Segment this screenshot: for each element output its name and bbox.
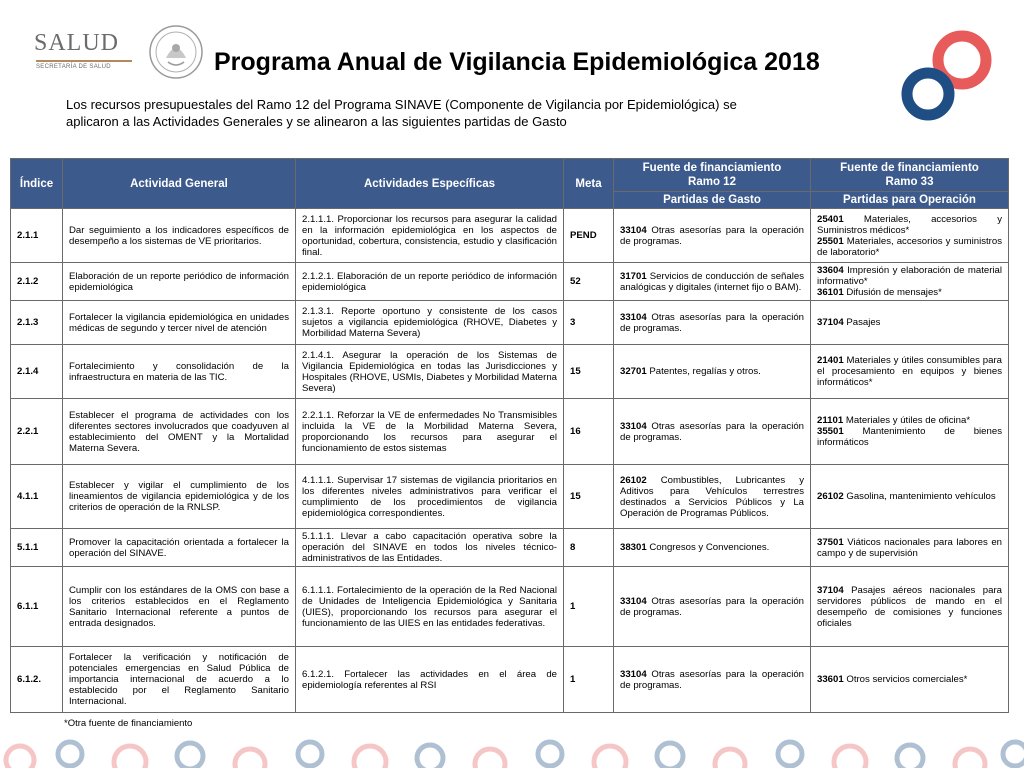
table-row [11, 301, 1009, 345]
partida-text: Mantenimiento de bienes informáticos [817, 426, 1002, 448]
partida-text: Otros servicios comerciales* [843, 674, 968, 685]
cell-partida-gasto [614, 529, 811, 567]
cell-actividad-general: Fortalecer la verificación y notificación de potenciales emergencias en Salud Pública de importancia internacional de acuerdo a lo establecido por el Reglamento Sanitario Internacional. [63, 647, 296, 713]
partida-item [817, 265, 1002, 287]
cell-meta: 1 [564, 647, 614, 713]
table-row [11, 263, 1009, 301]
cell-actividad-especifica: 5.1.1.1. Llevar a cabo capacitación operativa sobre la operación del SINAVE en todos los niveles técnico-administrativos de las Entidades. [296, 529, 564, 567]
partida-text: Impresión y elaboración de material informativo* [817, 265, 1002, 287]
partida-text: Patentes, regalías y otros. [646, 366, 761, 377]
partida-item [620, 475, 804, 519]
partida-item [620, 596, 804, 618]
partida-item [817, 674, 1002, 685]
partida-code: 33104 [620, 224, 647, 236]
partida-item [620, 271, 804, 293]
partida-item [620, 542, 804, 553]
cell-meta: 8 [564, 529, 614, 567]
cell-partida-gasto [614, 465, 811, 529]
partida-item [817, 317, 1002, 328]
table-row [11, 647, 1009, 713]
table-row [11, 465, 1009, 529]
partida-item [620, 312, 804, 334]
page-title: Programa Anual de Vigilancia Epidemiológica 2018 [214, 48, 820, 76]
partida-code: 26102 [817, 491, 844, 502]
partida-text: Materiales y útiles de oficina* [843, 415, 971, 426]
cell-indice: 5.1.1 [11, 529, 63, 567]
cell-meta: PEND [564, 209, 614, 263]
cell-actividad-general: Cumplir con los estándares de la OMS con base a los criterios establecidos en el Reglamento Sanitario Internacional referente a puntos de entrada designados. [63, 567, 296, 647]
partida-code: 36101 [817, 287, 844, 298]
cell-partida-operacion [811, 263, 1009, 301]
partida-text: Materiales, accesorios y Suministros médicos* [817, 213, 1002, 236]
table-row [11, 529, 1009, 567]
partida-code: 35501 [817, 426, 844, 437]
cell-indice: 2.1.3 [11, 301, 63, 345]
partida-text: Congresos y Convenciones. [646, 542, 770, 553]
footnote: *Otra fuente de financiamiento [64, 718, 193, 729]
cell-actividad-especifica: 6.1.1.1. Fortalecimiento de la operación de la Red Nacional de Unidades de Inteligencia Epidemiológica y Sanitaria (UIES), proporcionando los recursos para asegurar el funcionamiento de las UIES en las entidades federativas. [296, 567, 564, 647]
decorative-pattern [0, 730, 1024, 768]
cell-meta: 52 [564, 263, 614, 301]
cell-actividad-general: Fortalecer la vigilancia epidemiológica en unidades médicas de segundo y tercer nivel de atención [63, 301, 296, 345]
cell-indice: 2.2.1 [11, 399, 63, 465]
cell-indice: 2.1.1 [11, 209, 63, 263]
intro-text [66, 96, 966, 130]
cell-meta: 3 [564, 301, 614, 345]
partida-text: Pasajes [843, 317, 881, 328]
cell-partida-gasto [614, 647, 811, 713]
partida-code: 25501 [817, 235, 844, 247]
partida-item [817, 287, 1002, 298]
partida-item [620, 669, 804, 691]
cell-partida-operacion [811, 567, 1009, 647]
header-fuente-ramo12-line2: Ramo 12 [688, 176, 736, 188]
cell-partida-operacion [811, 647, 1009, 713]
partida-text: Combustibles, Lubricantes y Aditivos para Vehículos terrestres destinados a Servicios Públicos y La Operación de Programas Públicos. [620, 474, 804, 519]
cell-indice: 2.1.4 [11, 345, 63, 399]
partida-code: 38301 [620, 542, 647, 553]
cell-actividad-especifica: 2.1.1.1. Proporcionar los recursos para asegurar la calidad en la información epidemiológica en los aspectos de oportunidad, cobertura, consistencia, estudio y clasificación final. [296, 209, 564, 263]
partida-item [817, 585, 1002, 629]
header-fuente-ramo12-line1: Fuente de financiamiento [642, 162, 782, 174]
partida-item [817, 236, 1002, 258]
partida-item [620, 225, 804, 247]
logo-subtext: SECRETARÍA DE SALUD [36, 64, 111, 70]
national-seal-icon [148, 24, 204, 80]
cell-actividad-general: Elaboración de un reporte periódico de información epidemiológica [63, 263, 296, 301]
cell-partida-operacion [811, 399, 1009, 465]
partida-code: 33601 [817, 674, 844, 685]
table-row [11, 399, 1009, 465]
cell-meta: 15 [564, 345, 614, 399]
cell-indice: 2.1.2 [11, 263, 63, 301]
partida-code: 33104 [620, 595, 647, 607]
partida-code: 25401 [817, 213, 844, 225]
cell-actividad-especifica: 2.1.3.1. Reporte oportuno y consistente de los casos sujetos a vigilancia epidemiológica (RHOVE, Diabetes y Morbilidad Materna Severa) [296, 301, 564, 345]
table-row [11, 345, 1009, 399]
partida-code: 33104 [620, 311, 647, 323]
salud-logo [34, 30, 134, 74]
cell-actividad-general: Dar seguimiento a los indicadores específicos de desempeño a los sistemas de VE prioritarios. [63, 209, 296, 263]
cell-meta: 15 [564, 465, 614, 529]
cell-actividad-general: Fortalecimiento y consolidación de la infraestructura en materia de las TIC. [63, 345, 296, 399]
partida-item [620, 366, 804, 377]
partida-code: 21101 [817, 415, 844, 426]
cell-actividad-especifica: 6.1.2.1. Fortalecer las actividades en el área de epidemiología referentes al RSI [296, 647, 564, 713]
partida-code: 26102 [620, 474, 647, 486]
partida-text: Otras asesorías para la operación de programas. [620, 668, 804, 691]
cell-actividad-especifica: 4.1.1.1. Supervisar 17 sistemas de vigilancia prioritarios en los diferentes niveles administrativos para verificar el cumplimiento de los procedimientos de vigilancia epidemiológica correspondientes. [296, 465, 564, 529]
partida-item [817, 491, 1002, 502]
header-actividades-especificas: Actividades Específicas [296, 159, 564, 209]
intro-line-2: aplicaron a las Actividades Generales y se alinearon a las siguientes partidas de Gasto [66, 114, 567, 129]
cell-actividad-general: Establecer el programa de actividades con los diferentes sectores involucrados que coadyuven al establecimiento del OMENT y la Mortalidad Materna Severa. [63, 399, 296, 465]
cell-indice: 4.1.1 [11, 465, 63, 529]
cell-meta: 1 [564, 567, 614, 647]
partida-text: Servicios de conducción de señales analógicas y digitales (internet fijo o BAM). [620, 270, 804, 293]
partida-code: 37501 [817, 536, 844, 548]
header-partidas-gasto: Partidas de Gasto [614, 192, 811, 209]
partida-code: 31701 [620, 270, 647, 282]
partida-text: Otras asesorías para la operación de programas. [620, 224, 804, 247]
cell-indice: 6.1.1 [11, 567, 63, 647]
cell-indice: 6.1.2. [11, 647, 63, 713]
header-actividad-general: Actividad General [63, 159, 296, 209]
partida-code: 37104 [817, 317, 844, 328]
cell-actividad-especifica: 2.1.4.1. Asegurar la operación de los Sistemas de Vigilancia Epidemiológica en todas las Jurisdicciones y Hospitales (RHOVE, USMIs, Diabetes y Morbilidad Materna Severa) [296, 345, 564, 399]
partida-text: Pasajes aéreos nacionales para servidores públicos de mando en el desempeño de comisiones y funciones oficiales [817, 584, 1002, 629]
partida-code: 33104 [620, 420, 647, 432]
partida-item [817, 415, 1002, 426]
partida-text: Otras asesorías para la operación de programas. [620, 311, 804, 334]
partida-text: Gasolina, mantenimiento vehículos [843, 491, 996, 502]
header-fuente-ramo33-line1: Fuente de financiamiento [840, 162, 979, 174]
intro-line-1: Los recursos presupuestales del Ramo 12 del Programa SINAVE (Componente de Vigilancia por Epidemiológica) se [66, 97, 737, 112]
cell-actividad-especifica: 2.2.1.1. Reforzar la VE de enfermedades No Transmisibles incluida la VE de la Morbilidad Materna Severa, proporcionando los recursos para asegurar el funcionamiento de estos sistemas [296, 399, 564, 465]
cell-actividad-general: Promover la capacitación orientada a fortalecer la operación del SINAVE. [63, 529, 296, 567]
cell-actividad-especifica: 2.1.2.1. Elaboración de un reporte periódico de información epidemiológica [296, 263, 564, 301]
partida-code: 33104 [620, 668, 647, 680]
partida-item [817, 355, 1002, 388]
header-indice: Índice [11, 159, 63, 209]
cell-partida-operacion [811, 301, 1009, 345]
cell-meta: 16 [564, 399, 614, 465]
header-fuente-ramo33-line2: Ramo 33 [885, 176, 934, 188]
partida-code: 37104 [817, 584, 844, 596]
partida-item [817, 426, 1002, 448]
partida-code: 33604 [817, 265, 844, 276]
logo-divider [36, 60, 132, 62]
partida-code: 21401 [817, 355, 844, 366]
cell-actividad-general: Establecer y vigilar el cumplimiento de los lineamientos de vigilancia epidemiológica y de los criterios de operación de la RNLSP. [63, 465, 296, 529]
cell-partida-operacion [811, 465, 1009, 529]
cell-partida-gasto [614, 567, 811, 647]
partida-text: Viáticos nacionales para labores en campo y de supervisión [817, 536, 1002, 559]
partida-text: Otras asesorías para la operación de programas. [620, 595, 804, 618]
table-row [11, 209, 1009, 263]
partida-text: Materiales, accesorios y suministros de laboratorio* [817, 235, 1002, 258]
partida-item [620, 421, 804, 443]
header-fuente-ramo12 [614, 159, 811, 192]
cell-partida-gasto [614, 301, 811, 345]
budget-table [10, 158, 1009, 713]
header-partidas-operacion: Partidas para Operación [811, 192, 1009, 209]
cell-partida-gasto [614, 399, 811, 465]
cell-partida-gasto [614, 345, 811, 399]
cell-partida-operacion [811, 345, 1009, 399]
partida-code: 32701 [620, 366, 647, 377]
partida-text: Difusión de mensajes* [843, 287, 942, 298]
cell-partida-operacion [811, 529, 1009, 567]
header-meta: Meta [564, 159, 614, 209]
partida-item [817, 214, 1002, 236]
logo-text: SALUD [34, 30, 120, 56]
partida-text: Materiales y útiles consumibles para el procesamiento en equipos y bienes informáticos* [817, 355, 1002, 388]
partida-text: Otras asesorías para la operación de programas. [620, 420, 804, 443]
cell-partida-gasto [614, 209, 811, 263]
cell-partida-gasto [614, 263, 811, 301]
table-row [11, 567, 1009, 647]
partida-item [817, 537, 1002, 559]
header-fuente-ramo33 [811, 159, 1009, 192]
cell-partida-operacion [811, 209, 1009, 263]
